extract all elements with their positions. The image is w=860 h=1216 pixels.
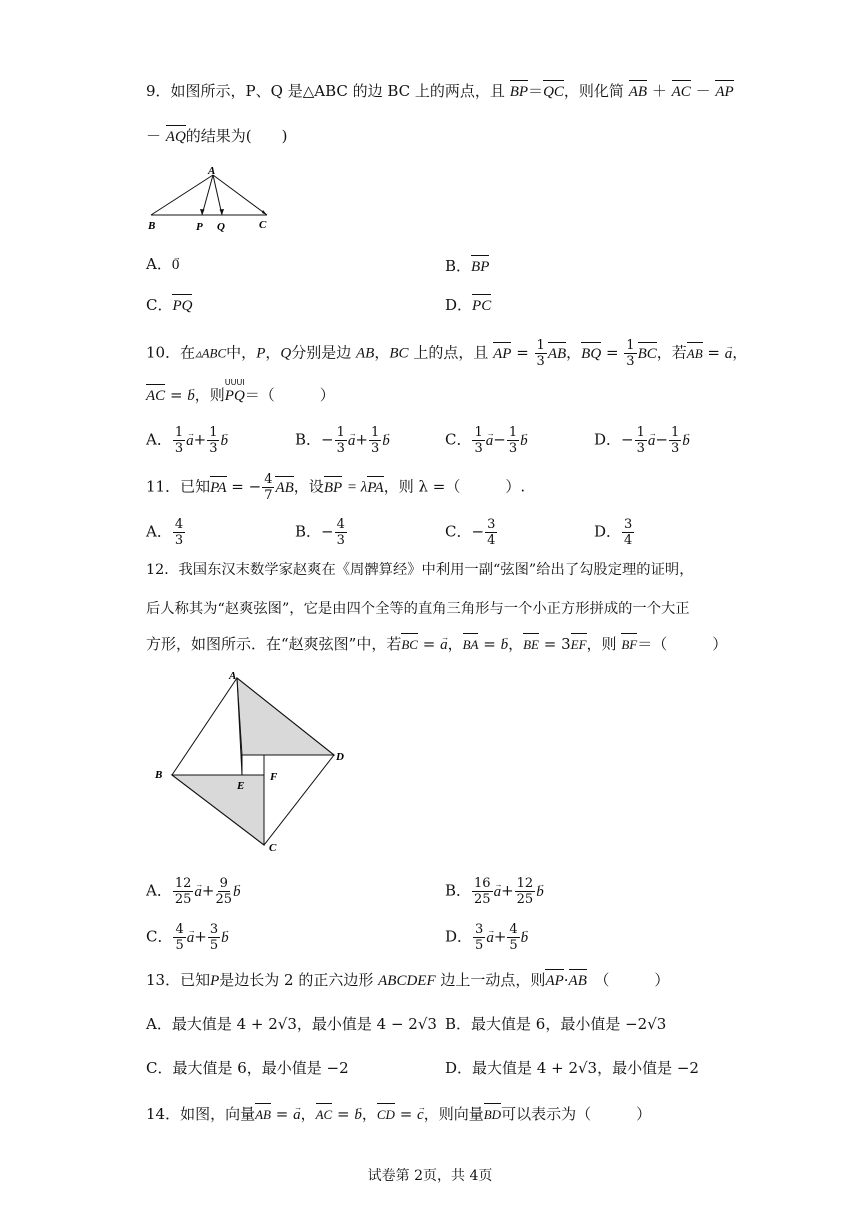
q11-option-c[interactable]: C．− $\frac{3}{4}$ [445,517,496,548]
vec-ab: AB [629,79,647,102]
q12-line2: 后人称其为“赵爽弦图”，它是由四个全等的直角三角形与一个小正方形拼成的一个大正 [146,601,690,617]
fig-label-c: C [269,842,277,854]
q11-option-b[interactable]: B．− $\frac{4}{3}$ [295,517,345,548]
fig-label-a: A [229,670,237,682]
q12-line1: 12．我国东汉末数学家赵爽在《周髀算经》中利用一副“弦图”给出了勾股定理的证明， [146,562,694,578]
q13-option-d[interactable]: D．最大值是 4 + 2√3，最小值是 −2 [445,1059,699,1077]
q9-option-b[interactable]: B．BP [445,254,489,277]
q9-triangle-figure [146,165,286,235]
q9-option-d[interactable]: D．PC [445,293,491,316]
q9-line1: 9．如图所示，P、Q 是△ABC 的边 BC 上的两点，且 BP＝QC，则化简 AB ＋ AC － AP [146,79,734,102]
vec-bp: BP [510,79,528,102]
q13-option-c[interactable]: C．最大值是 6，最小值是 −2 [146,1059,349,1077]
q10-option-b[interactable]: B．− $\frac{1}{3}$ a →+ $\frac{1}{3}$ b → [295,425,390,456]
q10-option-c[interactable]: C． $\frac{1}{3}$ a →− $\frac{1}{3}$ b → [445,425,528,456]
vec-ac: AC [672,79,691,102]
fig-label-p: P [196,221,203,233]
fig-label-c: C [259,219,267,231]
q12-option-b[interactable]: B． $\frac{16}{25}$ a →+ $\frac{12}{25}$ b → [445,876,544,907]
q9-option-c[interactable]: C．PQ [146,293,192,316]
q9-option-a[interactable]: A．0 → [146,254,179,275]
q12-option-a[interactable]: A． $\frac{12}{25}$ a →+ $\frac{9}{25}$ b → [146,876,241,907]
q12-line3: 方形，如图所示．在“赵爽弦图”中，若BC = a →，BA = b →，BE = 3EF，则 BF＝（ ） [146,632,727,655]
q10-line2: AC = b →，则 UUUI PQ＝（ ） [146,383,335,406]
vec-aq: AQ [166,124,186,147]
fig-label-a: A [208,165,216,177]
q14-stem: 14．如图，向量AB = a →，AC = b →，CD = c →，则向量BD可以表示为（ ） [146,1102,651,1125]
page-footer: 试卷第 2页，共 4页 [367,1168,493,1184]
fig-label-b: B [155,769,163,781]
q13-option-b[interactable]: B．最大值是 6，最小值是 −2√3 [445,1015,667,1033]
fig-label-b: B [148,220,156,232]
fraction: $\frac{1}{3}$ [536,338,545,369]
q11-option-d[interactable]: D． $\frac{3}{4}$ [594,517,633,548]
q12-zhao-shuang-figure [150,668,360,858]
q10-option-a[interactable]: A． $\frac{1}{3}$ a →+ $\frac{1}{3}$ b → [146,425,228,456]
q11-stem: 11．已知PA = − $\frac{4}{7}$ AB，设BP = λPA，则 λ =（ ）. [146,472,526,503]
fig-label-f: F [270,771,278,783]
q13-stem: 13．已知P是边长为 2 的正六边形 ABCDEF 边上一动点，则AP·AB （ ） [146,968,669,991]
vec-ap: AP [715,79,733,102]
q10-option-d[interactable]: D．− $\frac{1}{3}$ a →− $\frac{1}{3}$ b → [594,425,690,456]
q9-line2: － AQ的结果为( ) [146,124,288,147]
fraction: $\frac{1}{3}$ [626,338,635,369]
fig-label-d: D [336,751,344,763]
q11-option-a[interactable]: A． $\frac{4}{3}$ [146,517,184,548]
q10-line1: 10．在▵ABC中，P，Q分别是边 AB，BC 上的点，且 AP = $\frac{1}{3}$ AB，BQ = $\frac{1}{3}$ BC，若AB = a →， [146,338,747,369]
q12-option-c[interactable]: C． $\frac{4}{5}$ a →+ $\frac{3}{5}$ b → [146,922,229,953]
q13-option-a[interactable]: A．最大值是 4 + 2√3，最小值是 4 − 2√3 [146,1015,437,1033]
fig-label-e: E [237,780,245,792]
vec-qc: QC [543,79,564,102]
q12-option-d[interactable]: D． $\frac{3}{5}$ a →+ $\frac{4}{5}$ b → [445,922,528,953]
fig-label-q: Q [217,221,225,233]
